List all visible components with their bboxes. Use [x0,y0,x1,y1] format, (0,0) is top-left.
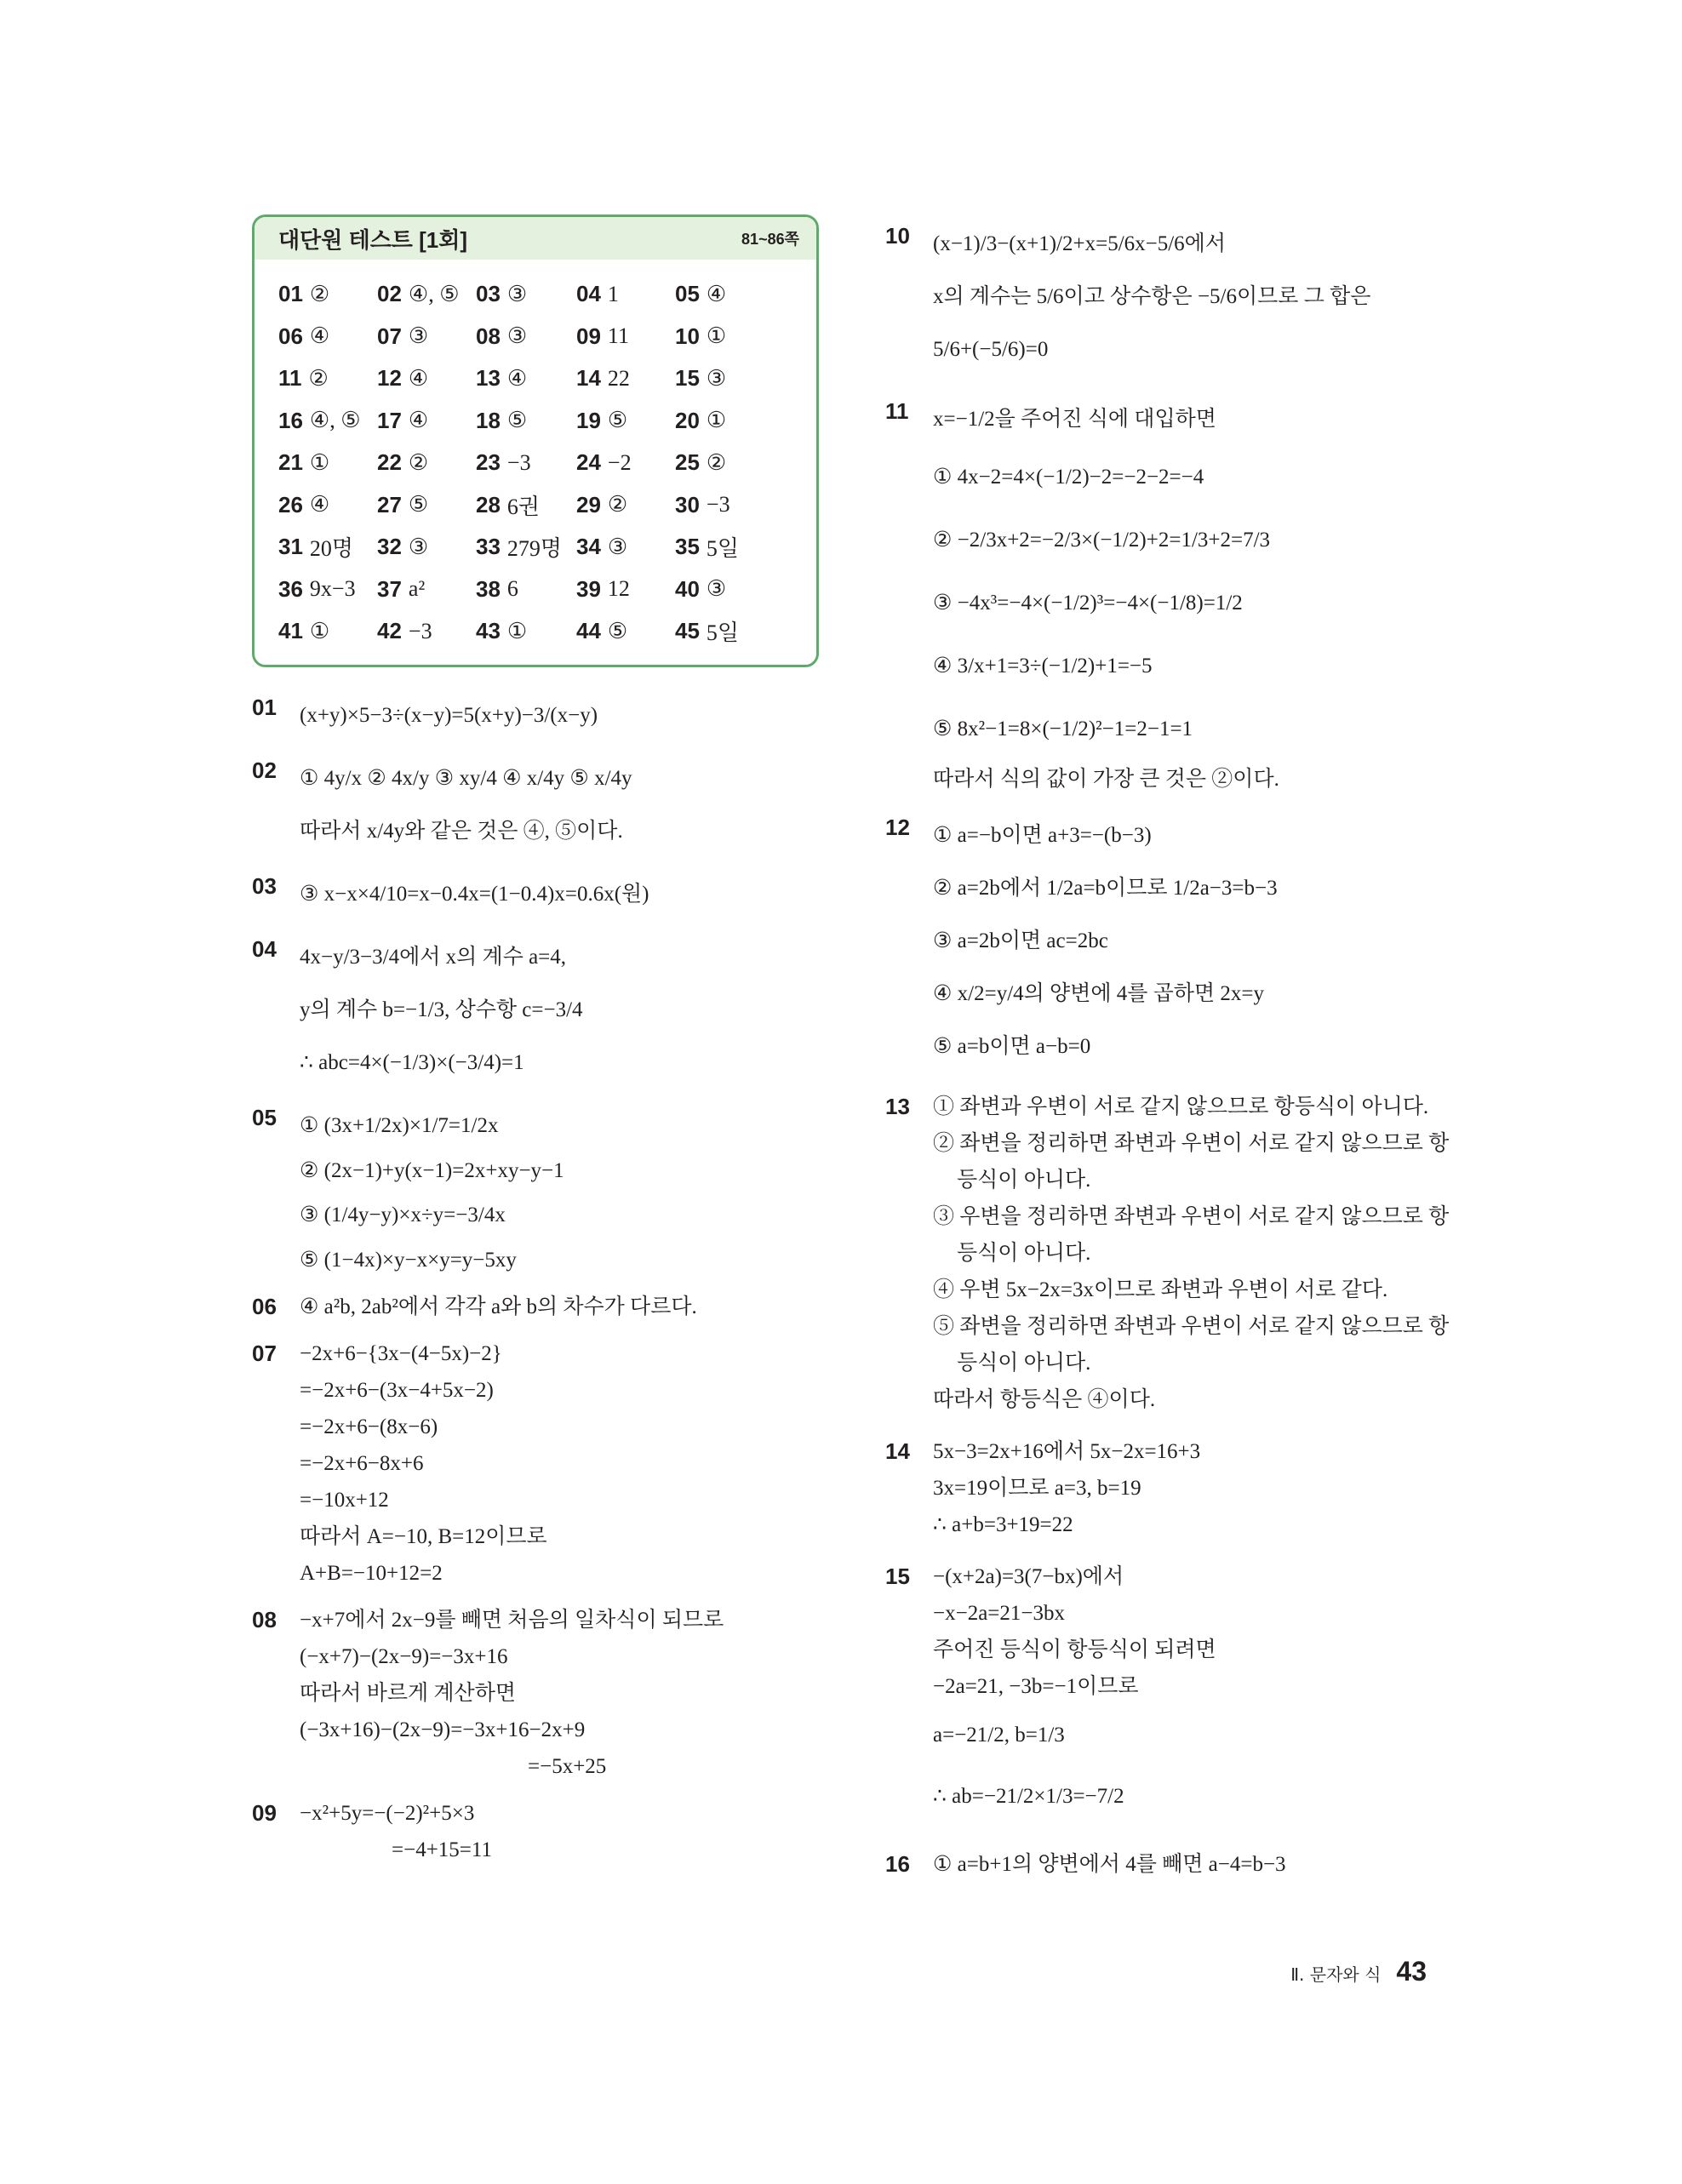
answer-cell [278,316,377,358]
answer-value: ② [309,281,330,306]
solution-number: 16 [885,1851,910,1877]
answer-cell [675,357,774,400]
solution-16 [885,1846,1481,1883]
answer-number: 36 [278,575,303,602]
answer-cell [476,610,576,653]
left-solutions [252,689,839,1868]
answer-number: 16 [278,407,303,433]
answer-cell [576,610,675,653]
answer-number: 42 [377,618,402,644]
answer-value: ⑤ [607,618,628,643]
solution-line: 4x−y/3−3/4에서 x의 계수 a=4, [300,945,567,969]
answer-cell [675,610,774,653]
solution-line: 5x−3=2x+16에서 5x−2x=16+3 [933,1440,1201,1463]
answer-value: ③ [706,365,727,391]
solution-line: x의 계수는 5/6이고 상수항은 −5/6이므로 그 합은 [933,285,1371,308]
solution-line: ① (3x+1/2x)×1/7=1/2x [300,1113,499,1137]
answer-number: 03 [476,281,501,307]
answer-number: 15 [675,365,700,392]
solution-number: 03 [252,872,277,899]
answer-number: 05 [675,281,700,307]
solution-line: ④ 3/x+1=3÷(−1/2)+1=−5 [933,655,1153,677]
answer-value: ③ [506,323,528,349]
answer-cell [476,569,576,611]
solution-14 [885,1433,1481,1543]
answer-value: ⑤ [607,408,628,433]
solution-line: 따라서 항등식은 ④이다. [933,1388,1156,1411]
answer-number: 07 [377,323,402,349]
answer-number: 38 [476,575,501,602]
answer-number: 31 [278,534,303,560]
solution-number: 05 [252,1104,277,1130]
solution-06 [252,1289,839,1325]
answer-cell [476,273,576,316]
answer-number: 45 [675,618,700,644]
solution-number: 09 [252,1799,277,1826]
right-column [885,218,1481,1893]
answer-cell [675,526,774,569]
answer-cell [278,442,377,484]
solution-line: −x−2a=21−3bx [933,1602,1065,1625]
left-column [252,214,839,1878]
answer-number: 20 [675,407,700,433]
answer-value: ② [706,449,727,475]
answer-cell [278,273,377,316]
answer-value: −3 [506,449,531,475]
answer-value: 6 [506,576,518,602]
solution-line: 5/6+(−5/6)=0 [933,338,1049,361]
solution-line: (−3x+16)−(2x−9)=−3x+16−2x+9 [300,1718,586,1741]
solution-line: ① 4y/x ② 4x/y ③ xy/4 ④ x/4y ⑤ x/4y [300,766,632,790]
answer-number: 44 [576,618,601,644]
solution-number: 01 [252,694,277,720]
answer-number: 28 [476,491,501,517]
solution-line: =−4+15=11 [392,1838,492,1861]
solution-number: 13 [885,1094,910,1119]
answer-cell [675,400,774,443]
answer-value: ② [408,449,429,475]
answer-cell [576,400,675,443]
answer-cell [476,357,576,400]
solution-line: 등식이 아니다. [957,1242,1091,1265]
answer-cell [675,569,774,611]
answer-cell [377,400,476,443]
answer-number: 32 [377,534,402,560]
answer-number: 39 [576,575,601,602]
answer-value: 5일 [706,620,740,646]
answer-cell [576,357,675,400]
answer-cell [278,484,377,527]
solution-line: ③ x−x×4/10=x−0.4x=(1−0.4)x=0.6x(원) [300,882,649,906]
solution-line: (x−1)/3−(x+1)/2+x=5/6x−5/6에서 [933,232,1226,255]
solution-line: ② 좌변을 정리하면 좌변과 우변이 서로 같지 않으므로 항 [933,1132,1450,1155]
solution-line: ① 4x−2=4×(−1/2)−2=−2−2=−4 [933,466,1204,489]
answer-value: ④ [408,365,429,391]
answer-cell [576,569,675,611]
answer-cell [476,400,576,443]
answer-cell [278,526,377,569]
answer-number: 33 [476,534,501,560]
answer-number: 14 [576,365,601,392]
answer-value: 279명 [506,536,563,562]
page-footer [1290,1956,1427,1987]
answer-cell [476,442,576,484]
solution-line: ② −2/3x+2=−2/3×(−1/2)+2=1/3+2=7/3 [933,529,1271,552]
answer-number: 22 [377,449,402,476]
answer-value: ④ [706,281,727,306]
answer-value: −2 [607,449,632,475]
solution-line: −x²+5y=−(−2)²+5×3 [300,1801,475,1825]
answer-value: 1 [607,281,619,306]
answer-cell [377,526,476,569]
solution-line: ∴ abc=4×(−1/3)×(−3/4)=1 [300,1050,524,1074]
answer-value: 12 [607,576,630,602]
answer-key-pages: 81~86쪽 [741,231,799,248]
solution-line: ② a=2b에서 1/2a=b이므로 1/2a−3=b−3 [933,877,1278,900]
answer-number: 13 [476,365,501,392]
answer-cell [675,484,774,527]
answer-value: ⑤ [408,492,429,517]
answer-cell [576,484,675,527]
answer-value: ④, ⑤ [408,281,460,306]
solution-line: a=−21/2, b=1/3 [933,1724,1065,1747]
solution-line: 주어진 등식이 항등식이 되려면 [933,1638,1216,1661]
answer-value: ① [706,408,727,433]
answer-value: 22 [607,365,630,391]
answer-number: 34 [576,534,601,560]
solution-line: y의 계수 b=−1/3, 상수항 c=−3/4 [300,998,583,1021]
solution-07 [252,1335,839,1592]
solution-line: x=−1/2을 주어진 식에 대입하면 [933,408,1216,431]
solution-line: −x+7에서 2x−9를 빼면 처음의 일차식이 되므로 [300,1608,724,1632]
page-number: 43 [1396,1956,1427,1987]
solution-01 [252,689,839,742]
answer-value: ④, ⑤ [309,408,361,433]
answer-value: ③ [408,323,429,349]
solution-line: 따라서 바르게 계산하면 [300,1681,517,1705]
solution-number: 08 [252,1606,277,1632]
answer-number: 19 [576,407,601,433]
answer-number: 18 [476,407,501,433]
solution-line: =−10x+12 [300,1488,389,1512]
answer-value: a² [408,576,426,602]
answer-cell [278,569,377,611]
answer-value: ① [309,449,330,475]
answer-number: 35 [675,534,700,560]
answer-value: ⑤ [506,408,528,433]
solution-line: ③ a=2b이면 ac=2bc [933,929,1108,952]
solution-number: 07 [252,1340,277,1366]
answer-cell [576,273,675,316]
answer-number: 21 [278,449,303,476]
answer-value: ① [506,618,528,643]
answer-value: ② [308,365,329,391]
answer-value: ① [706,323,727,349]
solution-line: ⑤ 8x²−1=8×(−1/2)²−1=2−1=1 [933,718,1193,740]
solution-line: ⑤ (1−4x)×y−x×y=y−5xy [300,1248,517,1272]
answer-cell [377,442,476,484]
answer-cell [278,400,377,443]
answer-key-grid [255,260,816,665]
answer-cell [476,316,576,358]
solution-number: 10 [885,223,910,249]
answer-number: 43 [476,618,501,644]
answer-number: 09 [576,323,601,349]
answer-number: 27 [377,491,402,517]
solution-line: ③ (1/4y−y)×x÷y=−3/4x [300,1203,506,1226]
answer-cell [377,357,476,400]
solution-line: ① a=−b이면 a+3=−(b−3) [933,824,1152,847]
solution-line: =−2x+6−(3x−4+5x−2) [300,1378,494,1402]
solution-line: ∴ ab=−21/2×1/3=−7/2 [933,1785,1124,1808]
answer-number: 37 [377,575,402,602]
solution-number: 12 [885,815,910,840]
solution-line: 따라서 A=−10, B=12이므로 [300,1524,547,1548]
solution-line: ③ −4x³=−4×(−1/2)³=−4×(−1/8)=1/2 [933,592,1243,615]
solution-line: =−5x+25 [528,1754,607,1778]
solution-line: (−x+7)−(2x−9)=−3x+16 [300,1644,508,1668]
answer-cell [476,526,576,569]
answer-number: 30 [675,491,700,517]
solution-02 [252,752,839,858]
solution-line: −(x+2a)=3(7−bx)에서 [933,1565,1124,1588]
answer-cell [377,569,476,611]
solution-line: ① a=b+1의 양변에서 4를 빼면 a−4=b−3 [933,1853,1286,1876]
answer-key-title: 대단원 테스트 [1회] [278,226,468,253]
solution-12 [885,809,1481,1073]
solution-number: 14 [885,1438,910,1464]
solution-number: 15 [885,1564,910,1589]
solution-03 [252,868,839,921]
answer-value: ④ [408,408,429,433]
answer-value: ② [607,492,628,517]
answer-cell [476,484,576,527]
answer-number: 41 [278,618,303,644]
answer-cell [377,484,476,527]
solution-line: 따라서 x/4y와 같은 것은 ④, ⑤이다. [300,819,623,843]
solution-number: 11 [885,398,909,424]
solution-13 [885,1089,1481,1418]
solution-line: ∴ a+b=3+19=22 [933,1513,1073,1536]
solution-line: =−2x+6−8x+6 [300,1451,424,1475]
answer-number: 17 [377,407,402,433]
answer-value: −3 [706,492,730,517]
solution-line: 등식이 아니다. [957,1169,1091,1192]
answer-number: 26 [278,491,303,517]
answer-cell [278,357,377,400]
answer-value: −3 [408,618,432,643]
answer-number: 29 [576,491,601,517]
solution-10 [885,218,1481,376]
solution-line: ② (2x−1)+y(x−1)=2x+xy−y−1 [300,1158,564,1182]
answer-value: ③ [607,534,628,559]
answer-value: 5일 [706,536,740,562]
answer-cell [377,273,476,316]
answer-value: 20명 [309,536,354,562]
answer-number: 01 [278,281,303,307]
answer-number: 25 [675,449,700,476]
chapter-label: Ⅱ. 문자와 식 [1290,1964,1382,1985]
solution-11 [885,393,1481,798]
solution-line: 등식이 아니다. [957,1352,1091,1375]
solution-09 [252,1795,839,1868]
answer-number: 11 [278,365,302,392]
answer-cell [675,273,774,316]
answer-value: ① [309,618,330,643]
solution-line: =−2x+6−(8x−6) [300,1415,438,1438]
answer-number: 24 [576,449,601,476]
answer-cell [576,316,675,358]
solution-line: ⑤ 좌변을 정리하면 좌변과 우변이 서로 같지 않으므로 항 [933,1315,1450,1338]
solution-line: ① 좌변과 우변이 서로 같지 않으므로 항등식이 아니다. [933,1095,1429,1118]
answer-value: ③ [706,576,727,602]
solution-line: −2x+6−{3x−(4−5x)−2} [300,1341,502,1365]
answer-value: 6권 [506,494,541,519]
answer-key-header [255,217,816,260]
answer-cell [576,442,675,484]
answer-number: 40 [675,575,700,602]
answer-number: 10 [675,323,700,349]
solution-05 [252,1100,839,1278]
answer-number: 23 [476,449,501,476]
answer-value: ④ [309,492,330,517]
solution-number: 06 [252,1293,277,1319]
answer-value: ④ [309,323,330,349]
answer-number: 12 [377,365,402,392]
answer-cell [576,526,675,569]
solution-line: 3x=19이므로 a=3, b=19 [933,1477,1141,1500]
solution-line: A+B=−10+12=2 [300,1561,443,1585]
solution-line: ④ x/2=y/4의 양변에 4를 곱하면 2x=y [933,982,1264,1005]
solution-line: (x+y)×5−3÷(x−y)=5(x+y)−3/(x−y) [300,703,598,727]
solution-line: ③ 우변을 정리하면 좌변과 우변이 서로 같지 않으므로 항 [933,1205,1450,1228]
solution-line: −2a=21, −3b=−1이므로 [933,1675,1139,1698]
answer-number: 06 [278,323,303,349]
answer-cell [675,316,774,358]
answer-number: 04 [576,281,601,307]
solution-line: ⑤ a=b이면 a−b=0 [933,1035,1091,1058]
solution-number: 02 [252,757,277,783]
answer-value: ④ [506,365,528,391]
answer-key-box [252,214,819,667]
answer-number: 02 [377,281,402,307]
answer-cell [675,442,774,484]
solution-number: 04 [252,935,277,962]
answer-number: 08 [476,323,501,349]
answer-cell [377,316,476,358]
answer-value: ③ [506,281,528,306]
answer-cell [278,610,377,653]
answer-value: ③ [408,534,429,559]
answer-cell [377,610,476,653]
solution-line: ④ 우변 5x−2x=3x이므로 좌변과 우변이 서로 같다. [933,1278,1388,1301]
solution-line: ④ a²b, 2ab²에서 각각 a와 b의 차수가 다르다. [300,1295,697,1318]
solution-line: 따라서 식의 값이 가장 큰 것은 ②이다. [933,768,1279,791]
answer-value: 11 [607,323,629,349]
solution-04 [252,931,839,1089]
solution-08 [252,1602,839,1785]
solution-15 [885,1558,1481,1827]
answer-value: 9x−3 [309,576,356,602]
